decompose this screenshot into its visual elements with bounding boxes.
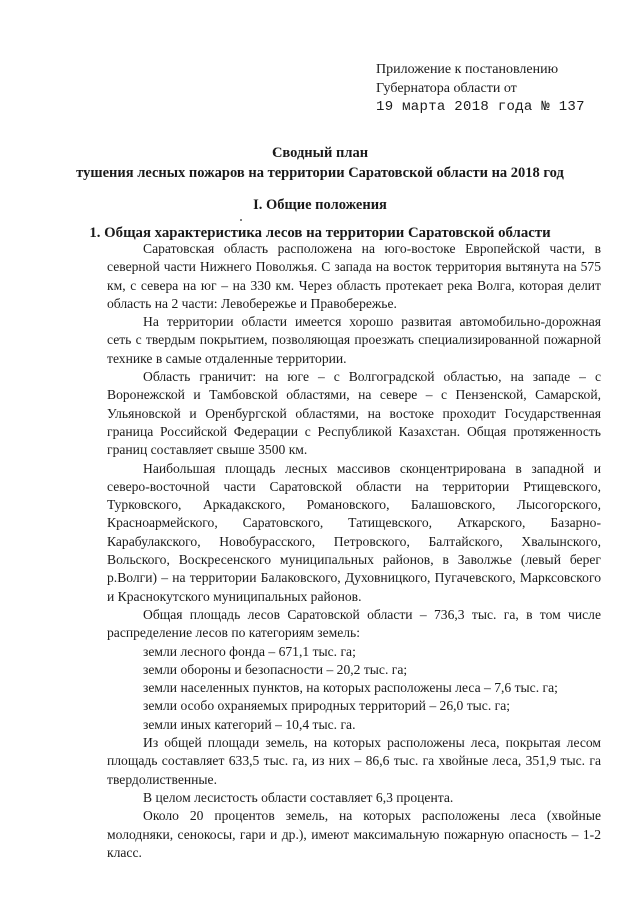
land-category-list	[107, 643, 601, 734]
list-item: земли особо охраняемых природных территорий – 26,0 тыс. га;	[143, 698, 511, 714]
paragraph: Наибольшая площадь лесных массивов сконцентрирована в западной и северо-восточной части Саратовской области на территории Ртищевского, Турковского, Аркадакского, Романовского, Балашовского, Лысогорского, Красноармейского, Саратовского, Татищевского, Аткарского, Базарно-Карабулакского, Новобурасского, Петровского, Балтайского, Хвалынского, Вольского, Воскресенского муниципальных районов, в Заволжье (левый берег р.Волги) – на территории Балаковского, Духовницкого, Пугачевского, Марксовского и Краснокутского муниципальных районов.	[107, 460, 601, 604]
paragraph: Саратовская область расположена на юго-востоке Европейской части, в северной части Нижнего Поволжья. С запада на восток территория вытянута на 575 км, с севера на юг – на 330 км. Через область протекает река Волга, которая делит область на 2 части: Левобережье и Правобережье.	[107, 241, 601, 311]
approval-line-1: Приложение к постановлению	[376, 62, 559, 77]
list-item: земли лесного фонда – 671,1 тыс. га;	[143, 643, 356, 659]
scan-speck	[240, 219, 242, 221]
paragraph: Область граничит: на юге – с Волгоградской областью, на западе – с Воронежской и Тамбовской областями, на севере – с Пензенской, Самарской, Ульяновской и Оренбургской областями, на востоке проходит Государственная граница Российской Федерации с Республикой Казахстан. Общая протяженность границ составляет свыше 3500 км.	[107, 369, 601, 458]
paragraph: На территории области имеется хорошо развитая автомобильно-дорожная сеть с твердым покрытием, позволяющая проезжать специализированной пожарной технике в самые отдаленные территории.	[107, 314, 601, 366]
list-item: земли населенных пунктов, на которых расположены леса – 7,6 тыс. га;	[143, 680, 558, 696]
paragraph: Из общей площади земель, на которых расположены леса, покрытая лесом площадь составляет 633,5 тыс. га, из них – 86,6 тыс. га хвойные леса, 351,9 тыс. га твердолиственные.	[107, 735, 601, 787]
document-body	[107, 240, 601, 862]
list-item: земли обороны и безопасности – 20,2 тыс. га;	[143, 661, 408, 677]
list-item: земли иных категорий – 10,4 тыс. га.	[143, 716, 356, 732]
paragraph: В целом лесистость области составляет 6,3 процента.	[143, 789, 454, 805]
approval-line-2: Губернатора области от	[376, 81, 517, 96]
section-heading: I. Общие положения	[253, 197, 387, 213]
paragraph: Около 20 процентов земель, на которых расположены леса (хвойные молодняки, сенокосы, гари и др.), имеют максимальную пожарную опасность – 1-2 класс.	[107, 808, 601, 860]
approval-block	[376, 60, 616, 117]
paragraph: Общая площадь лесов Саратовской области – 736,3 тыс. га, в том числе распределение лесов по категориям земель:	[107, 606, 601, 641]
approval-date-stamp: 19 марта 2018 года № 137	[376, 99, 585, 115]
document-title: Сводный план	[271, 145, 369, 161]
document-subtitle: тушения лесных пожаров на территории Саратовской области на 2018 год	[76, 165, 564, 181]
subsection-heading: 1. Общая характеристика лесов на территории Саратовской области	[89, 225, 551, 241]
